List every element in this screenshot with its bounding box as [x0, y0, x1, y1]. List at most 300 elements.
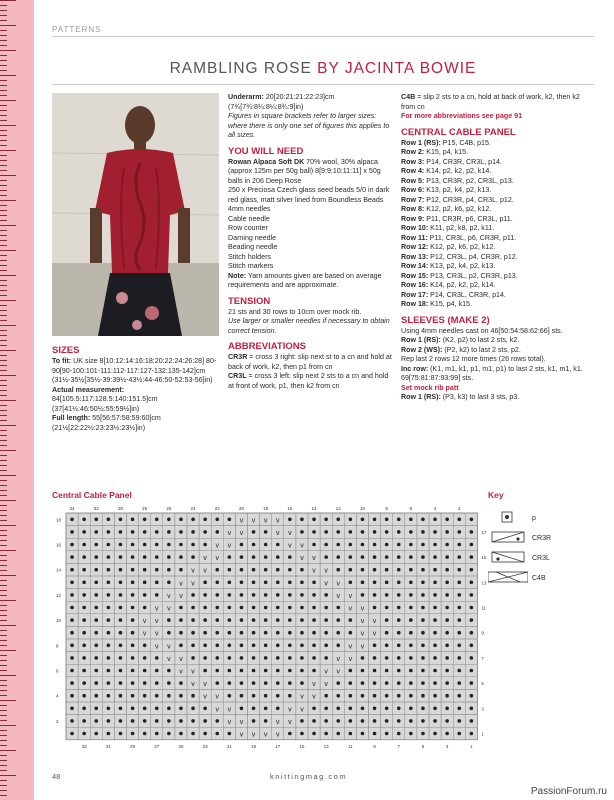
- row-label-right: 5: [481, 681, 484, 687]
- row-label-right: 13: [481, 580, 487, 586]
- purl-dot: [215, 606, 219, 610]
- purl-dot: [445, 555, 449, 559]
- purl-dot: [252, 606, 256, 610]
- abbreviations-heading: ABBREVIATIONS: [228, 341, 306, 352]
- purl-dot: [131, 669, 135, 673]
- panel-row: Row 12: K12, p2, k6, p2, k12.: [401, 243, 496, 251]
- purl-dot: [470, 719, 474, 723]
- purl-dot: [433, 568, 437, 572]
- tension-note: Use larger or smaller needles if necessary to obtain correct tension.: [228, 317, 390, 335]
- ruler-tick: [0, 520, 7, 521]
- purl-dot: [82, 568, 86, 572]
- ruler-tick: [0, 680, 7, 681]
- purl-dot: [276, 555, 280, 559]
- footer-url[interactable]: knittingmag.com: [270, 772, 348, 781]
- purl-dot: [94, 530, 98, 534]
- purl-dot: [119, 593, 123, 597]
- purl-dot: [179, 631, 183, 635]
- purl-dot: [191, 555, 195, 559]
- ruler-tick: [0, 590, 7, 591]
- ruler-tick: [0, 445, 7, 446]
- beads: 250 x Preciosa Czech glass seed beads 5/0 in dark red glass, matt silver lined from Boundless Beads: [228, 186, 390, 204]
- purl-dot: [397, 543, 401, 547]
- purl-dot: [397, 732, 401, 736]
- purl-dot: [94, 568, 98, 572]
- purl-dot: [167, 618, 171, 622]
- purl-dot: [203, 581, 207, 585]
- side-ruler: [0, 0, 34, 800]
- purl-dot: [70, 618, 74, 622]
- purl-dot: [373, 581, 377, 585]
- col-label-top: 22: [214, 506, 220, 511]
- purl-dot: [167, 681, 171, 685]
- ruler-tick: [0, 720, 7, 721]
- purl-dot: [445, 581, 449, 585]
- purl-dot: [470, 568, 474, 572]
- ruler-tick: [0, 400, 16, 401]
- knit-symbol: v: [191, 668, 195, 676]
- knit-symbol: v: [312, 567, 316, 575]
- purl-dot: [470, 581, 474, 585]
- ruler-tick: [0, 210, 7, 211]
- ruler-tick: [0, 685, 7, 686]
- purl-dot: [312, 719, 316, 723]
- purl-dot: [94, 694, 98, 698]
- ruler-tick: [0, 615, 7, 616]
- ruler-tick: [0, 110, 7, 111]
- ruler-tick: [0, 65, 7, 66]
- purl-dot: [324, 694, 328, 698]
- purl-dot: [324, 593, 328, 597]
- purl-dot: [457, 518, 461, 522]
- purl-dot: [70, 631, 74, 635]
- ruler-tick: [0, 35, 7, 36]
- knit-symbol: v: [336, 580, 340, 588]
- page-number: 48: [52, 772, 61, 781]
- purl-dot: [228, 606, 232, 610]
- purl-dot: [373, 719, 377, 723]
- purl-dot: [70, 593, 74, 597]
- purl-dot: [107, 669, 111, 673]
- purl-dot: [421, 719, 425, 723]
- knit-symbol: v: [324, 580, 328, 588]
- purl-dot: [397, 719, 401, 723]
- knit-symbol: v: [227, 542, 232, 550]
- purl-dot: [240, 543, 244, 547]
- ruler-tick: [0, 440, 7, 441]
- cr3l-icon: [488, 550, 528, 564]
- knit-symbol: v: [167, 655, 171, 663]
- title-main: RAMBLING ROSE: [169, 60, 312, 77]
- purl-dot: [264, 631, 268, 635]
- purl-dot: [385, 681, 389, 685]
- purl-dot: [409, 618, 413, 622]
- purl-dot: [397, 568, 401, 572]
- ruler-tick: [0, 240, 7, 241]
- purl-dot: [276, 694, 280, 698]
- ruler-tick: [0, 410, 7, 411]
- purl-dot: [179, 568, 183, 572]
- purl-dot: [373, 555, 377, 559]
- purl-dot: [409, 631, 413, 635]
- purl-dot: [179, 618, 183, 622]
- purl-dot: [457, 555, 461, 559]
- purl-dot: [155, 518, 159, 522]
- col-label-top: 20: [238, 506, 244, 511]
- purl-dot: [167, 719, 171, 723]
- purl-dot: [312, 669, 316, 673]
- purl-dot: [324, 732, 328, 736]
- purl-dot: [203, 618, 207, 622]
- purl-dot: [409, 644, 413, 648]
- purl-dot: [119, 555, 123, 559]
- purl-dot: [70, 644, 74, 648]
- cr3r-icon: [488, 530, 528, 544]
- purl-dot: [167, 581, 171, 585]
- purl-dot: [119, 631, 123, 635]
- col-label-bottom: 19: [251, 743, 257, 749]
- purl-dot: [191, 518, 195, 522]
- ruler-tick: [0, 740, 7, 741]
- purl-dot: [215, 656, 219, 660]
- purl-dot: [131, 518, 135, 522]
- purl-dot: [167, 543, 171, 547]
- purl-dot: [312, 618, 316, 622]
- purl-dot: [385, 581, 389, 585]
- purl-dot: [409, 719, 413, 723]
- purl-dot: [470, 631, 474, 635]
- col-label-bottom: 23: [202, 743, 208, 749]
- col-label-top: 30: [117, 506, 123, 511]
- purl-dot: [409, 543, 413, 547]
- ruler-tick: [0, 155, 7, 156]
- purl-dot: [191, 631, 195, 635]
- ruler-tick: [0, 755, 7, 756]
- col-label-top: 16: [287, 506, 293, 511]
- panel-row: Row 10: K11, p2, k8, p2, k11.: [401, 224, 495, 232]
- purl-dot: [107, 543, 111, 547]
- purl-dot: [324, 644, 328, 648]
- purl-dot: [312, 606, 316, 610]
- purl-dot: [94, 719, 98, 723]
- ruler-tick: [0, 75, 16, 76]
- purl-dot: [288, 518, 292, 522]
- purl-dot: [397, 694, 401, 698]
- purl-dot: [361, 719, 365, 723]
- purl-dot: [107, 518, 111, 522]
- purl-dot: [421, 518, 425, 522]
- purl-dot: [70, 694, 74, 698]
- purl-dot: [397, 555, 401, 559]
- sizes-column: [52, 344, 220, 433]
- purl-dot: [433, 593, 437, 597]
- tension: 21 sts and 30 rows to 10cm over mock rib.: [228, 307, 362, 316]
- purl-dot: [94, 581, 98, 585]
- knit-symbol: v: [251, 517, 256, 525]
- row-label-right: 11: [481, 605, 487, 611]
- knit-symbol: v: [324, 668, 328, 676]
- col-label-bottom: 29: [130, 743, 136, 749]
- title-author: BY JACINTA BOWIE: [317, 60, 477, 77]
- knit-symbol: v: [179, 580, 183, 588]
- purl-dot: [288, 631, 292, 635]
- knit-symbol: v: [312, 681, 316, 689]
- ruler-tick: [0, 770, 7, 771]
- purl-dot: [191, 543, 195, 547]
- purl-dot: [409, 518, 413, 522]
- ruler-tick: [0, 605, 7, 606]
- purl-dot: [385, 618, 389, 622]
- ruler-tick: [0, 260, 7, 261]
- key-label-cr3l: CR3L: [532, 555, 550, 562]
- purl-dot: [203, 719, 207, 723]
- panel-row: Row 6: K13, p2, k4, p2, k13.: [401, 186, 492, 194]
- purl-dot: [385, 669, 389, 673]
- purl-dot: [433, 631, 437, 635]
- purl-dot: [155, 732, 159, 736]
- knit-symbol: v: [300, 555, 304, 563]
- purl-dot: [397, 631, 401, 635]
- ruler-tick: [0, 725, 16, 726]
- purl-dot: [215, 581, 219, 585]
- purl-dot: [373, 656, 377, 660]
- ruler-tick: [0, 335, 7, 336]
- purl-dot: [300, 530, 304, 534]
- purl-dot: [276, 631, 280, 635]
- purl-dot: [336, 631, 340, 635]
- purl-dot: [421, 681, 425, 685]
- purl-dot: [433, 707, 437, 711]
- ruler-tick: [0, 420, 7, 421]
- purl-dot: [373, 518, 377, 522]
- row-counter: Row counter: [228, 224, 268, 232]
- purl-dot: [94, 732, 98, 736]
- ruler-tick: [0, 745, 7, 746]
- ruler-tick: [0, 390, 7, 391]
- ruler-tick: [0, 230, 7, 231]
- row-label-left: 12: [56, 592, 62, 598]
- purl-dot: [131, 555, 135, 559]
- purl-dot: [336, 694, 340, 698]
- purl-dot: [82, 732, 86, 736]
- purl-dot: [82, 681, 86, 685]
- purl-dot: [445, 618, 449, 622]
- purl-dot: [155, 593, 159, 597]
- purl-dot: [385, 555, 389, 559]
- knit-symbol: v: [348, 605, 353, 613]
- purl-dot: [349, 581, 353, 585]
- ruler-tick: [0, 300, 16, 301]
- purl-dot: [409, 555, 413, 559]
- purl-dot: [457, 543, 461, 547]
- purl-dot: [131, 543, 135, 547]
- purl-dot: [300, 644, 304, 648]
- purl-dot: [312, 518, 316, 522]
- ruler-tick: [0, 115, 7, 116]
- knit-symbol: v: [360, 605, 365, 613]
- ruler-tick: [0, 45, 7, 46]
- purl-dot: [276, 681, 280, 685]
- purl-dot: [445, 694, 449, 698]
- purl-dot: [336, 618, 340, 622]
- key-label-c4b: C4B: [532, 575, 546, 582]
- purl-dot: [167, 568, 171, 572]
- purl-dot: [397, 681, 401, 685]
- purl-dot: [349, 631, 353, 635]
- col-label-top: 18: [263, 506, 269, 511]
- purl-dot: [155, 719, 159, 723]
- col-label-bottom: 15: [299, 743, 305, 749]
- purl-dot: [445, 606, 449, 610]
- purl-dot: [82, 719, 86, 723]
- row-label-left: 2: [56, 718, 59, 724]
- purl-dot: [421, 618, 425, 622]
- ruler-tick: [0, 330, 7, 331]
- purl-dot: [191, 732, 195, 736]
- purl-dot: [143, 593, 147, 597]
- ruler-tick: [0, 505, 7, 506]
- purl-dot: [143, 669, 147, 673]
- purl-dot: [82, 707, 86, 711]
- purl-dot: [470, 707, 474, 711]
- chart-key: [488, 510, 598, 590]
- purl-dot: [397, 581, 401, 585]
- purl-dot: [470, 543, 474, 547]
- more-abbreviations-link[interactable]: For more abbreviations see page 91: [401, 112, 523, 120]
- purl-dot: [94, 606, 98, 610]
- purl-dot: [215, 618, 219, 622]
- purl-symbol-icon: [488, 510, 528, 524]
- purl-dot: [397, 518, 401, 522]
- purl-dot: [385, 593, 389, 597]
- purl-dot: [264, 568, 268, 572]
- purl-dot: [470, 669, 474, 673]
- purl-dot: [470, 656, 474, 660]
- knit-symbol: v: [360, 630, 365, 638]
- purl-dot: [240, 606, 244, 610]
- purl-dot: [82, 644, 86, 648]
- knit-symbol: v: [336, 655, 340, 663]
- purl-dot: [397, 530, 401, 534]
- ruler-tick: [0, 375, 16, 376]
- purl-dot: [70, 518, 74, 522]
- purl-dot: [397, 656, 401, 660]
- purl-dot: [131, 581, 135, 585]
- purl-dot: [336, 606, 340, 610]
- purl-dot: [264, 669, 268, 673]
- knit-symbol: v: [312, 555, 316, 563]
- purl-dot: [457, 732, 461, 736]
- purl-dot: [143, 518, 147, 522]
- purl-dot: [70, 568, 74, 572]
- purl-dot: [107, 618, 111, 622]
- ruler-tick: [0, 185, 7, 186]
- purl-dot: [445, 656, 449, 660]
- panel-row: Row 14: K13, p2, k4, p2, k13.: [401, 262, 496, 270]
- purl-dot: [361, 518, 365, 522]
- ruler-tick: [0, 385, 7, 386]
- purl-dot: [203, 669, 207, 673]
- purl-dot: [409, 732, 413, 736]
- purl-dot: [179, 694, 183, 698]
- col-label-top: 32: [93, 506, 99, 511]
- ruler-tick: [0, 425, 16, 426]
- actual-measurement: Actual measurement: 84[105.5:117:128.5:140:151.5]cm (37[41½:46:50½:55:59½]in): [52, 385, 158, 413]
- cable-needle: Cable needle: [228, 214, 270, 223]
- purl-dot: [203, 732, 207, 736]
- purl-dot: [385, 568, 389, 572]
- purl-dot: [385, 719, 389, 723]
- purl-dot: [421, 530, 425, 534]
- knit-symbol: v: [239, 517, 244, 525]
- purl-dot: [324, 530, 328, 534]
- purl-dot: [215, 530, 219, 534]
- purl-dot: [228, 694, 232, 698]
- purl-dot: [324, 719, 328, 723]
- purl-dot: [82, 618, 86, 622]
- purl-dot: [252, 707, 256, 711]
- purl-dot: [119, 543, 123, 547]
- ruler-tick: [0, 730, 7, 731]
- ruler-tick: [0, 670, 7, 671]
- sleeves-intro: Using 4mm needles cast on 46[50:54:58:62:66] sts.: [401, 326, 563, 335]
- purl-dot: [336, 518, 340, 522]
- col-label-top: 14: [311, 506, 317, 511]
- purl-dot: [361, 543, 365, 547]
- ruler-tick: [0, 125, 16, 126]
- sleeves-heading: SLEEVES (MAKE 2): [401, 314, 490, 326]
- col-label-top: 26: [166, 506, 172, 511]
- purl-dot: [82, 694, 86, 698]
- sleeve-repeat: Rep last 2 rows 12 more times (26 rows total).: [401, 355, 546, 363]
- purl-dot: [70, 581, 74, 585]
- purl-dot: [288, 681, 292, 685]
- ruler-tick: [0, 195, 7, 196]
- purl-dot: [107, 694, 111, 698]
- purl-dot: [94, 681, 98, 685]
- knit-symbol: v: [360, 643, 365, 651]
- purl-dot: [203, 644, 207, 648]
- purl-dot: [167, 694, 171, 698]
- ruler-tick: [0, 495, 7, 496]
- purl-dot: [70, 543, 74, 547]
- purl-dot: [349, 568, 353, 572]
- col-label-bottom: 27: [154, 743, 160, 749]
- purl-dot: [385, 694, 389, 698]
- purl-dot: [252, 543, 256, 547]
- purl-dot: [155, 543, 159, 547]
- purl-dot: [70, 681, 74, 685]
- row-label-left: 10: [56, 618, 62, 624]
- page-title: [52, 60, 594, 78]
- panel-row: Row 4: K14, p2, k2, p2, k14.: [401, 167, 492, 175]
- purl-dot: [82, 555, 86, 559]
- col-label-bottom: 31: [105, 743, 111, 749]
- purl-dot: [457, 694, 461, 698]
- ruler-tick: [0, 675, 16, 676]
- col-label-top: 28: [142, 506, 148, 511]
- ruler-tick: [0, 600, 16, 601]
- ruler-tick: [0, 285, 7, 286]
- knit-symbol: v: [336, 668, 340, 676]
- purl-dot: [252, 681, 256, 685]
- panel-heading: CENTRAL CABLE PANEL: [401, 126, 516, 138]
- purl-dot: [433, 669, 437, 673]
- ruler-tick: [0, 245, 7, 246]
- ruler-tick: [0, 525, 16, 526]
- ruler-tick: [0, 325, 16, 326]
- purl-dot: [312, 543, 316, 547]
